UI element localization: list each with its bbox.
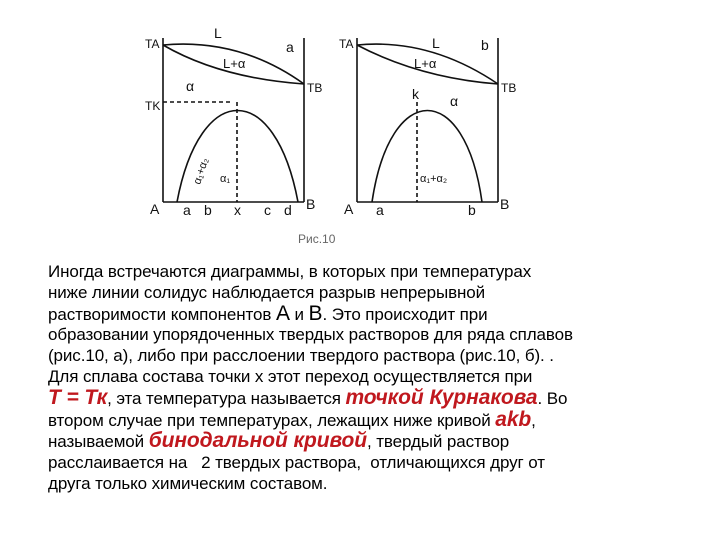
right-ta-label: TA bbox=[339, 37, 354, 51]
right-b-label: b bbox=[468, 202, 476, 218]
kurnakov-point-term: точкой Курнакова bbox=[345, 385, 538, 409]
akb-curve-term: akb bbox=[495, 407, 532, 431]
text-line-4: образовании упорядоченных твердых растворов для ряда сплавов bbox=[48, 325, 573, 345]
phase-diagram-figure bbox=[0, 0, 720, 260]
left-tb-label: TB bbox=[307, 81, 323, 95]
left-alpha-label: α bbox=[186, 78, 195, 94]
figure-caption: Рис.10 bbox=[298, 232, 336, 246]
left-tk-label: TK bbox=[145, 99, 161, 113]
right-a-label: a bbox=[376, 202, 384, 218]
text-line-8: втором случае при температурах, лежащих ниже кривой akb, bbox=[48, 407, 536, 431]
text-line-9: называемой бинодальной кривой, твердый раствор bbox=[48, 429, 510, 453]
left-ta-label: TA bbox=[145, 37, 160, 51]
right-A-label: A bbox=[344, 201, 354, 217]
body-paragraph bbox=[48, 262, 688, 495]
right-l-alpha-label: L+α bbox=[414, 56, 437, 71]
left-B-label: B bbox=[306, 196, 316, 212]
left-A-label: A bbox=[150, 201, 160, 217]
left-a1a2-label: α₁+α₂ bbox=[191, 156, 212, 186]
left-c-label: c bbox=[264, 202, 271, 218]
text-line-11: друга только химическим составом. bbox=[48, 473, 328, 493]
text-line-3: растворимости компонентов А и В. Это происходит при bbox=[48, 301, 488, 325]
right-B-label: B bbox=[500, 196, 510, 212]
right-l-label: L bbox=[432, 35, 440, 51]
text-line-7: Т = Тк, эта температура называется точкой Курнакова. Во bbox=[48, 385, 568, 409]
text-line-6: Для сплава состава точки х этот переход осуществляется при bbox=[48, 366, 533, 386]
left-a-label: a bbox=[183, 202, 191, 218]
left-d-label: d bbox=[284, 202, 292, 218]
binodal-curve-term: бинодальной кривой bbox=[148, 429, 367, 453]
text-line-2: ниже линии солидус наблюдается разрыв непрерывной bbox=[48, 282, 486, 302]
left-l-label: L bbox=[214, 25, 222, 41]
left-b-label: b bbox=[204, 202, 212, 218]
right-a1a2-label: α₁+α₂ bbox=[420, 173, 448, 185]
text-line-5: (рис.10, а), либо при расслоении твердого раствора (рис.10, б). . bbox=[48, 346, 554, 366]
right-b-top-label: b bbox=[481, 37, 489, 53]
left-x-label: x bbox=[234, 202, 241, 218]
component-b: В bbox=[308, 301, 323, 325]
right-k-label: k bbox=[412, 86, 419, 102]
text-line-1: Иногда встречаются диаграммы, в которых при температурах bbox=[48, 262, 532, 281]
left-a-top-label: a bbox=[286, 39, 294, 55]
kurnakov-temperature: Т = Тк bbox=[48, 385, 108, 409]
right-alpha-label: α bbox=[450, 93, 459, 109]
binodal-curve bbox=[372, 111, 482, 203]
left-l-alpha-label: L+α bbox=[223, 56, 246, 71]
text-line-10: расслаивается на 2 твердых раствора, отличающихся друг от bbox=[48, 453, 545, 473]
left-a1-label: α₁ bbox=[220, 173, 231, 185]
right-tb-label: TB bbox=[501, 81, 517, 95]
component-a: А bbox=[275, 301, 290, 325]
